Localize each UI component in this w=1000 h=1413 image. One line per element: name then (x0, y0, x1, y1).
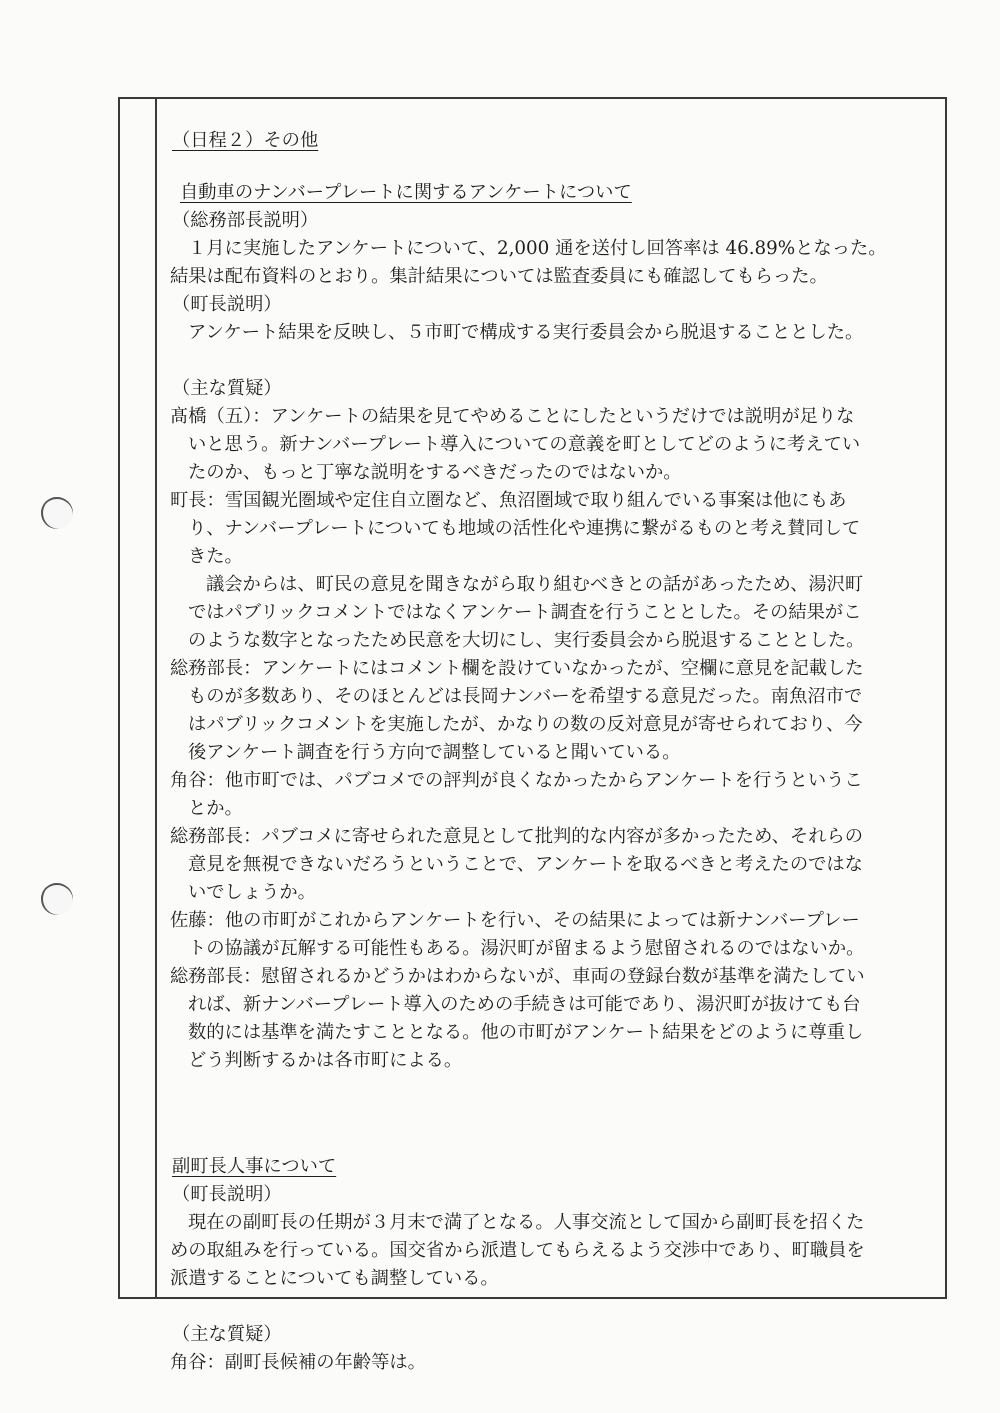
qa-line: 意見を無視できないだろうということで、アンケートを取るべきと考えたのではな (188, 854, 863, 875)
column-divider (155, 97, 157, 1299)
qa-speaker: 角谷： (170, 1352, 225, 1373)
qa-line: 佐藤：他の市町がこれからアンケートを行い、その結果によっては新ナンバープレー (170, 910, 860, 931)
topic2-explainer-mayor: （町長説明） (172, 1184, 282, 1205)
topic1-body-line: １月に実施したアンケートについて、2,000 通を送付し回答率は 46.89%となった。 (188, 238, 887, 259)
punch-hole-bottom (41, 883, 73, 915)
topic1-body-line: 結果は配布資料のとおり。集計結果については監査委員にも確認してもらった。 (170, 266, 828, 287)
qa-line: れば、新ナンバープレート導入のための手続きは可能であり、湯沢町が抜けても台 (188, 994, 861, 1015)
topic1-explainer-general-affairs: （総務部長説明） (172, 210, 319, 231)
qa-line: り、ナンバープレートについても地域の活性化や連携に繋がるものと考え賛同して (188, 518, 861, 539)
qa-line: 角谷：副町長候補の年齢等は。 (170, 1352, 426, 1373)
qa-line: 町長：雪国観光圏域や定住自立圏など、魚沼圏域で取り組んでいる事案は他にもあ (170, 490, 847, 511)
section-header: （日程２）その他 (172, 130, 319, 151)
topic2-body-line: 現在の副町長の任期が３月末で満了となる。人事交流として国から副町長を招くた (188, 1212, 865, 1233)
qa-line: 総務部長：アンケートにはコメント欄を設けていなかったが、空欄に意見を記載した (170, 658, 864, 679)
topic1-explainer-mayor: （町長説明） (172, 294, 282, 315)
qa-line: 後アンケート調査を行う方向で調整していると聞いている。 (188, 742, 681, 763)
qa-line: 角谷：他市町では、パブコメでの評判が良くなかったからアンケートを行うというこ (170, 770, 863, 791)
qa-line: トの協議が瓦解する可能性もある。湯沢町が留まるよう慰留されるのではないか。 (188, 938, 865, 959)
qa-line: いと思う。新ナンバープレート導入についての意義を町としてどのように考えてい (188, 434, 861, 455)
qa-speaker: 総務部長： (170, 966, 262, 987)
qa-speaker: 髙橋（五）： (170, 406, 271, 427)
topic2-body-line: めの取組みを行っている。国交省から派遣してもらえるよう交渉中であり、町職員を (170, 1240, 865, 1261)
qa-line: とか。 (188, 798, 243, 819)
qa-line: のような数字となったため民意を大切にし、実行委員会から脱退することとした。 (188, 630, 865, 651)
qa-line: ではパブリックコメントではなくアンケート調査を行うこととした。その結果がこ (188, 602, 862, 623)
qa-line: どう判断するかは各市町による。 (188, 1050, 463, 1071)
qa-line: 総務部長：パブコメに寄せられた意見として批判的な内容が多かったため、それらの (170, 826, 864, 847)
topic2-body-line: 派遣することについても調整している。 (170, 1268, 499, 1289)
qa-line: はパブリックコメントを実施したが、かなりの数の反対意見が寄せられており、今 (188, 714, 863, 735)
qa-line: 総務部長：慰留されるかどうかはわからないが、車両の登録台数が基準を満たしてい (170, 966, 865, 987)
qa-line: ものが多数あり、そのほとんどは長岡ナンバーを希望する意見だった。南魚沼市で (188, 686, 863, 707)
qa-line: 髙橋（五）：アンケートの結果を見てやめることにしたというだけでは説明が足りな (170, 406, 855, 427)
topic1-qa-header: （主な質疑） (172, 378, 282, 399)
topic2-title: 副町長人事について (172, 1156, 337, 1177)
qa-speaker: 佐藤： (170, 910, 225, 931)
qa-line: たのか、もっと丁寧な説明をするべきだったのではないか。 (188, 462, 682, 483)
topic1-mayor-statement: アンケート結果を反映し、５市町で構成する実行委員会から脱退することとした。 (188, 322, 864, 343)
qa-line: いでしょうか。 (188, 882, 316, 903)
qa-line: 数的には基準を満たすこととなる。他の市町がアンケート結果をどのように尊重し (188, 1022, 864, 1043)
punch-hole-top (41, 497, 73, 529)
qa-line: きた。 (188, 546, 243, 567)
topic2-qa-header: （主な質疑） (172, 1324, 282, 1345)
qa-speaker: 角谷： (170, 770, 225, 791)
qa-speaker: 総務部長： (170, 658, 262, 679)
qa-speaker: 総務部長： (170, 826, 262, 847)
qa-line: 議会からは、町民の意見を聞きながら取り組むべきとの話があったため、湯沢町 (206, 574, 864, 595)
qa-speaker: 町長： (170, 490, 225, 511)
topic1-title: 自動車のナンバープレートに関するアンケートについて (180, 182, 632, 203)
